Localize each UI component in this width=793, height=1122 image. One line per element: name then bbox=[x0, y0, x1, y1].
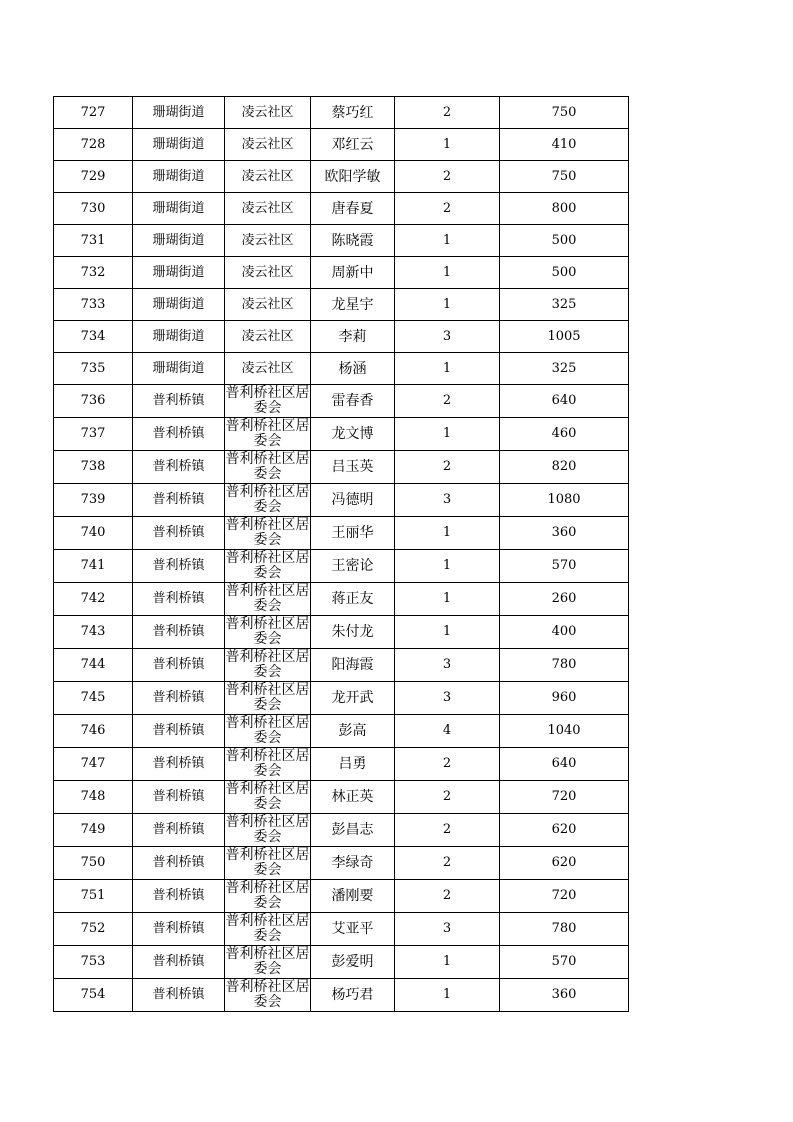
cell-community: 普利桥社区居委会 bbox=[225, 979, 310, 1010]
cell-street: 珊瑚街道 bbox=[133, 129, 225, 161]
cell-amount: 750 bbox=[500, 97, 629, 129]
cell-household-count: 3 bbox=[395, 321, 500, 353]
table-row bbox=[54, 353, 629, 385]
cell-household-count: 1 bbox=[395, 979, 500, 1012]
cell-community: 普利桥社区居委会 bbox=[225, 418, 310, 449]
cell-amount: 640 bbox=[500, 385, 629, 418]
cell-serial-number: 736 bbox=[54, 385, 133, 418]
cell-serial-number: 744 bbox=[54, 649, 133, 682]
cell-household-count: 1 bbox=[395, 517, 500, 550]
cell-person-name: 林正英 bbox=[311, 781, 395, 814]
cell-community: 凌云社区 bbox=[225, 129, 311, 161]
cell-street: 普利桥镇 bbox=[133, 451, 225, 484]
cell-street: 珊瑚街道 bbox=[133, 225, 225, 257]
table-row bbox=[54, 257, 629, 289]
cell-household-count: 1 bbox=[395, 583, 500, 616]
cell-street: 普利桥镇 bbox=[133, 418, 225, 451]
cell-person-name: 杨涵 bbox=[311, 353, 395, 385]
cell-street: 普利桥镇 bbox=[133, 781, 225, 814]
cell-amount: 410 bbox=[500, 129, 629, 161]
cell-street: 普利桥镇 bbox=[133, 385, 225, 418]
cell-street: 普利桥镇 bbox=[133, 880, 225, 913]
cell-person-name: 陈晓霞 bbox=[311, 225, 395, 257]
cell-serial-number: 749 bbox=[54, 814, 133, 847]
table-row bbox=[54, 129, 629, 161]
cell-community: 普利桥社区居委会 bbox=[225, 814, 310, 845]
table-row bbox=[54, 682, 629, 715]
cell-serial-number: 739 bbox=[54, 484, 133, 517]
cell-community: 凌云社区 bbox=[225, 353, 311, 385]
cell-household-count: 2 bbox=[395, 385, 500, 418]
cell-amount: 640 bbox=[500, 748, 629, 781]
cell-serial-number: 748 bbox=[54, 781, 133, 814]
cell-amount: 570 bbox=[500, 946, 629, 979]
table-row bbox=[54, 97, 629, 129]
cell-household-count: 2 bbox=[395, 193, 500, 225]
cell-person-name: 艾亚平 bbox=[311, 913, 395, 946]
table-row bbox=[54, 583, 629, 616]
cell-serial-number: 729 bbox=[54, 161, 133, 193]
cell-street: 普利桥镇 bbox=[133, 682, 225, 715]
cell-serial-number: 743 bbox=[54, 616, 133, 649]
cell-street: 珊瑚街道 bbox=[133, 289, 225, 321]
cell-community: 凌云社区 bbox=[225, 225, 311, 257]
table-row bbox=[54, 748, 629, 781]
cell-person-name: 冯德明 bbox=[311, 484, 395, 517]
cell-community: 凌云社区 bbox=[225, 161, 311, 193]
cell-household-count: 1 bbox=[395, 946, 500, 979]
table-row bbox=[54, 880, 629, 913]
table-row bbox=[54, 418, 629, 451]
cell-community: 凌云社区 bbox=[225, 321, 311, 353]
cell-amount: 800 bbox=[500, 193, 629, 225]
cell-street: 珊瑚街道 bbox=[133, 97, 225, 129]
cell-amount: 1040 bbox=[500, 715, 629, 748]
cell-household-count: 1 bbox=[395, 129, 500, 161]
table-row bbox=[54, 814, 629, 847]
cell-person-name: 邓红云 bbox=[311, 129, 395, 161]
cell-serial-number: 742 bbox=[54, 583, 133, 616]
cell-street: 普利桥镇 bbox=[133, 715, 225, 748]
cell-community: 普利桥社区居委会 bbox=[225, 847, 310, 878]
cell-person-name: 雷春香 bbox=[311, 385, 395, 418]
cell-person-name: 朱付龙 bbox=[311, 616, 395, 649]
cell-person-name: 周新中 bbox=[311, 257, 395, 289]
cell-community: 普利桥社区居委会 bbox=[225, 583, 310, 614]
cell-household-count: 3 bbox=[395, 913, 500, 946]
cell-amount: 750 bbox=[500, 161, 629, 193]
cell-person-name: 杨巧君 bbox=[311, 979, 395, 1012]
table-row bbox=[54, 913, 629, 946]
table-row bbox=[54, 847, 629, 880]
cell-community: 普利桥社区居委会 bbox=[225, 484, 310, 515]
cell-person-name: 潘刚要 bbox=[311, 880, 395, 913]
table-row bbox=[54, 385, 629, 418]
cell-amount: 720 bbox=[500, 880, 629, 913]
cell-street: 普利桥镇 bbox=[133, 946, 225, 979]
cell-community: 普利桥社区居委会 bbox=[225, 748, 310, 779]
cell-community: 凌云社区 bbox=[225, 257, 311, 289]
cell-household-count: 2 bbox=[395, 451, 500, 484]
table-row bbox=[54, 321, 629, 353]
cell-household-count: 4 bbox=[395, 715, 500, 748]
cell-street: 普利桥镇 bbox=[133, 847, 225, 880]
cell-serial-number: 746 bbox=[54, 715, 133, 748]
cell-person-name: 阳海霞 bbox=[311, 649, 395, 682]
cell-serial-number: 738 bbox=[54, 451, 133, 484]
cell-street: 普利桥镇 bbox=[133, 550, 225, 583]
cell-amount: 360 bbox=[500, 979, 629, 1012]
table-body bbox=[54, 97, 629, 1012]
cell-community: 普利桥社区居委会 bbox=[225, 550, 310, 581]
cell-serial-number: 741 bbox=[54, 550, 133, 583]
cell-serial-number: 754 bbox=[54, 979, 133, 1012]
cell-amount: 500 bbox=[500, 257, 629, 289]
cell-amount: 500 bbox=[500, 225, 629, 257]
cell-household-count: 3 bbox=[395, 682, 500, 715]
cell-serial-number: 728 bbox=[54, 129, 133, 161]
cell-person-name: 吕玉英 bbox=[311, 451, 395, 484]
cell-street: 普利桥镇 bbox=[133, 748, 225, 781]
cell-amount: 325 bbox=[500, 353, 629, 385]
table-row bbox=[54, 946, 629, 979]
cell-amount: 820 bbox=[500, 451, 629, 484]
cell-serial-number: 733 bbox=[54, 289, 133, 321]
cell-amount: 260 bbox=[500, 583, 629, 616]
cell-street: 普利桥镇 bbox=[133, 649, 225, 682]
cell-street: 珊瑚街道 bbox=[133, 193, 225, 225]
cell-amount: 960 bbox=[500, 682, 629, 715]
cell-community: 普利桥社区居委会 bbox=[225, 616, 310, 647]
cell-household-count: 1 bbox=[395, 418, 500, 451]
cell-amount: 400 bbox=[500, 616, 629, 649]
cell-street: 珊瑚街道 bbox=[133, 353, 225, 385]
cell-community: 普利桥社区居委会 bbox=[225, 946, 310, 977]
cell-street: 普利桥镇 bbox=[133, 814, 225, 847]
table-row bbox=[54, 715, 629, 748]
cell-community: 凌云社区 bbox=[225, 289, 311, 321]
cell-street: 珊瑚街道 bbox=[133, 257, 225, 289]
cell-serial-number: 747 bbox=[54, 748, 133, 781]
cell-serial-number: 732 bbox=[54, 257, 133, 289]
cell-street: 普利桥镇 bbox=[133, 979, 225, 1012]
cell-community: 普利桥社区居委会 bbox=[225, 385, 310, 416]
table-row bbox=[54, 451, 629, 484]
cell-household-count: 1 bbox=[395, 550, 500, 583]
cell-household-count: 1 bbox=[395, 353, 500, 385]
table-row bbox=[54, 193, 629, 225]
cell-community: 普利桥社区居委会 bbox=[225, 781, 310, 812]
cell-serial-number: 727 bbox=[54, 97, 133, 129]
cell-amount: 780 bbox=[500, 649, 629, 682]
cell-serial-number: 731 bbox=[54, 225, 133, 257]
cell-household-count: 2 bbox=[395, 748, 500, 781]
cell-household-count: 1 bbox=[395, 289, 500, 321]
table-row bbox=[54, 161, 629, 193]
cell-community: 普利桥社区居委会 bbox=[225, 517, 310, 548]
cell-serial-number: 750 bbox=[54, 847, 133, 880]
cell-amount: 570 bbox=[500, 550, 629, 583]
cell-person-name: 李莉 bbox=[311, 321, 395, 353]
cell-amount: 620 bbox=[500, 847, 629, 880]
cell-household-count: 2 bbox=[395, 847, 500, 880]
cell-person-name: 彭高 bbox=[311, 715, 395, 748]
table-row bbox=[54, 517, 629, 550]
cell-person-name: 欧阳学敏 bbox=[311, 161, 395, 193]
table-row bbox=[54, 225, 629, 257]
cell-household-count: 2 bbox=[395, 161, 500, 193]
table-row bbox=[54, 550, 629, 583]
cell-serial-number: 753 bbox=[54, 946, 133, 979]
cell-street: 珊瑚街道 bbox=[133, 321, 225, 353]
cell-person-name: 王密论 bbox=[311, 550, 395, 583]
cell-person-name: 龙文博 bbox=[311, 418, 395, 451]
table-row bbox=[54, 781, 629, 814]
cell-street: 珊瑚街道 bbox=[133, 161, 225, 193]
cell-person-name: 蒋正友 bbox=[311, 583, 395, 616]
cell-person-name: 蔡巧红 bbox=[311, 97, 395, 129]
cell-serial-number: 745 bbox=[54, 682, 133, 715]
cell-amount: 360 bbox=[500, 517, 629, 550]
cell-amount: 720 bbox=[500, 781, 629, 814]
cell-household-count: 2 bbox=[395, 814, 500, 847]
cell-serial-number: 751 bbox=[54, 880, 133, 913]
cell-person-name: 王丽华 bbox=[311, 517, 395, 550]
cell-amount: 780 bbox=[500, 913, 629, 946]
data-table bbox=[53, 96, 629, 1012]
cell-street: 普利桥镇 bbox=[133, 583, 225, 616]
cell-street: 普利桥镇 bbox=[133, 913, 225, 946]
cell-household-count: 2 bbox=[395, 880, 500, 913]
cell-household-count: 1 bbox=[395, 616, 500, 649]
cell-street: 普利桥镇 bbox=[133, 616, 225, 649]
cell-amount: 620 bbox=[500, 814, 629, 847]
cell-household-count: 2 bbox=[395, 781, 500, 814]
cell-serial-number: 752 bbox=[54, 913, 133, 946]
cell-person-name: 龙星宇 bbox=[311, 289, 395, 321]
cell-serial-number: 734 bbox=[54, 321, 133, 353]
cell-community: 普利桥社区居委会 bbox=[225, 715, 310, 746]
cell-person-name: 彭昌志 bbox=[311, 814, 395, 847]
cell-household-count: 1 bbox=[395, 257, 500, 289]
cell-person-name: 唐春夏 bbox=[311, 193, 395, 225]
cell-community: 凌云社区 bbox=[225, 193, 311, 225]
table-row bbox=[54, 484, 629, 517]
cell-community: 凌云社区 bbox=[225, 97, 311, 129]
table-row bbox=[54, 289, 629, 321]
cell-street: 普利桥镇 bbox=[133, 517, 225, 550]
cell-person-name: 吕勇 bbox=[311, 748, 395, 781]
cell-household-count: 1 bbox=[395, 225, 500, 257]
cell-serial-number: 730 bbox=[54, 193, 133, 225]
cell-community: 普利桥社区居委会 bbox=[225, 451, 310, 482]
cell-street: 普利桥镇 bbox=[133, 484, 225, 517]
cell-serial-number: 735 bbox=[54, 353, 133, 385]
cell-amount: 325 bbox=[500, 289, 629, 321]
table-row bbox=[54, 649, 629, 682]
cell-community: 普利桥社区居委会 bbox=[225, 913, 310, 944]
cell-person-name: 龙开武 bbox=[311, 682, 395, 715]
table-row bbox=[54, 979, 629, 1012]
cell-community: 普利桥社区居委会 bbox=[225, 880, 310, 911]
cell-amount: 1005 bbox=[500, 321, 629, 353]
cell-person-name: 李绿奇 bbox=[311, 847, 395, 880]
cell-household-count: 2 bbox=[395, 97, 500, 129]
cell-serial-number: 740 bbox=[54, 517, 133, 550]
cell-amount: 460 bbox=[500, 418, 629, 451]
cell-person-name: 彭爱明 bbox=[311, 946, 395, 979]
cell-community: 普利桥社区居委会 bbox=[225, 649, 310, 680]
cell-amount: 1080 bbox=[500, 484, 629, 517]
table-row bbox=[54, 616, 629, 649]
cell-household-count: 3 bbox=[395, 484, 500, 517]
cell-household-count: 3 bbox=[395, 649, 500, 682]
cell-community: 普利桥社区居委会 bbox=[225, 682, 310, 713]
cell-serial-number: 737 bbox=[54, 418, 133, 451]
